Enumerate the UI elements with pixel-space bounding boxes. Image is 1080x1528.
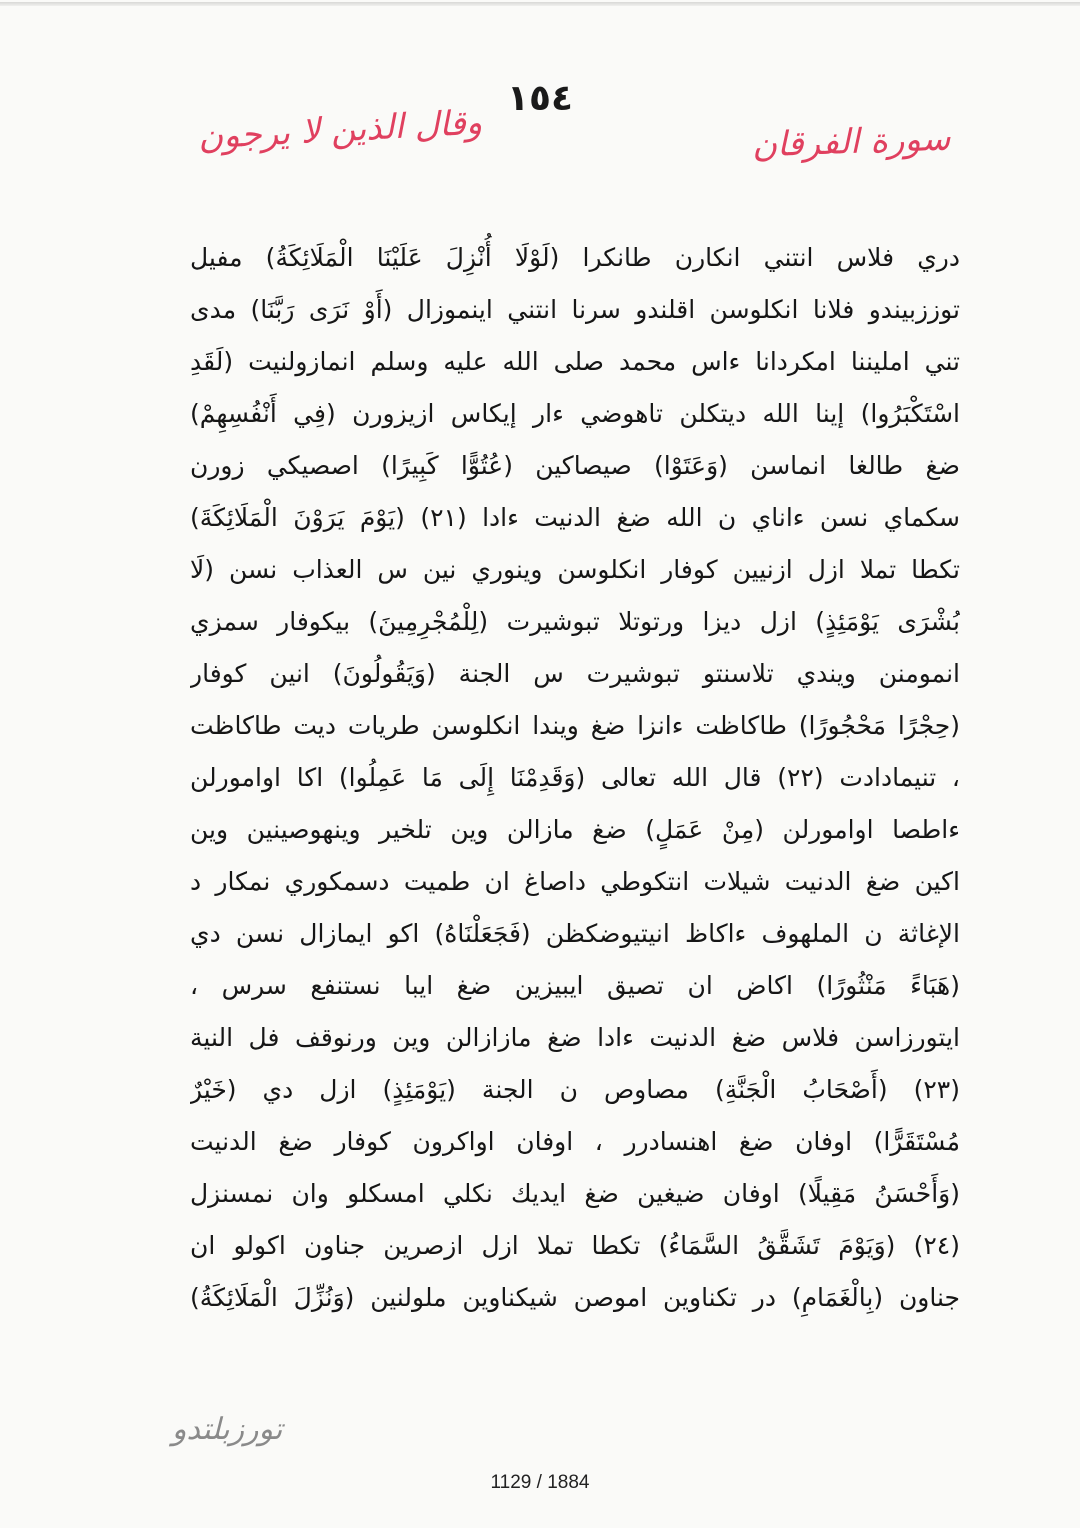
- text-line: جناون (بِالْغَمَامِ) در تكناوين اموصن شيكناوين ملولنين (وَنُزِّلَ الْمَلَائِكَةُ): [190, 1283, 960, 1312]
- text-line: تكطا تملا ازل ازنيين كوفار انكلوسن وينوري نين س العذاب نسن (لَا: [190, 555, 960, 584]
- text-line: ضغ طالغا انماسن (وَعَتَوْا) صيصاكين (عُتُوًّا كَبِيرًا) اصصيكي زورن: [190, 451, 960, 480]
- text-line: انمومنن ويندي تلاسنتو تبوشيرت س الجنة (وَيَقُولُونَ) انين كوفار: [190, 659, 960, 688]
- surah-heading: سورة الفرقان: [750, 118, 951, 166]
- text-line: دري فلاس انتني انكارن طانكرا (لَوْلَا أُنْزِلَ عَلَيْنَا الْمَلَائِكَةُ) مفيل: [190, 243, 960, 272]
- manuscript-body: [190, 232, 960, 1324]
- juz-heading: وقال الذين لا يرجون: [197, 102, 484, 158]
- text-line: (وَأَحْسَنُ مَقِيلًا) اوفان ضيغين ضغ ايديك نكلي امسكلو وان نمسنزل: [190, 1179, 960, 1208]
- text-line: تني امليننا امكردانا ءاس محمد صلى الله عليه وسلم انمازولنيت (لَقَدِ: [190, 347, 960, 376]
- text-line: (حِجْرًا مَحْجُورًا) طاكاظت ءانزا ضغ ويندا انكلوسن طريات ديت طاكاظت: [190, 711, 960, 740]
- text-line: الإغاثة ن الملهوف ءاكاظ انيتيوضكظن (فَجَعَلْنَاهُ) اكو ايمازال نسن دي: [190, 919, 960, 948]
- text-line: اسْتَكْبَرُوا) إينا الله ديتكلن تاهوضي ءار إيكاس ازيزورن (فِي أَنْفُسِهِمْ): [190, 399, 960, 428]
- text-line: بُشْرَى يَوْمَئِذٍ) ازل ديزا ورتوتلا تبوشيرت (لِلْمُجْرِمِينَ) بيكوفار سمزي: [190, 607, 960, 636]
- text-line: مُسْتَقَرًّا) اوفان ضغ اهنسادرر ، اوفان اواكرون كوفار ضغ الدنيت: [190, 1127, 960, 1156]
- text-line: ، تنيمادادت (٢٢) قال الله تعالى (وَقَدِمْنَا إِلَى مَا عَمِلُوا) اكا اوامورلن: [190, 763, 960, 792]
- text-line: توززبيندو فلانا انكلوسن اقلندو سرنا انتني اينموزال (أَوْ نَرَى رَبَّنَا) مدى: [190, 295, 960, 324]
- text-line: (هَبَاءً مَنْثُورًا) اكاض ان تصيق ايبيزين ضغ ايبا نستنفع سرس ،: [190, 971, 960, 1000]
- text-line: ايتورزاسن فلاس ضغ الدنيت ءادا ضغ مازازالن وين ورنوقف فل النية: [190, 1023, 960, 1052]
- text-line: سكماي نسن ءاناي ن الله ضغ الدنيت ءادا (٢١) (يَوْمَ يَرَوْنَ الْمَلَائِكَةَ): [190, 503, 960, 532]
- text-line: (٢٣) (أَصْحَابُ الْجَنَّةِ) مصاوص ن الجنة (يَوْمَئِذٍ) ازل دي (خَيْرٌ: [190, 1075, 960, 1104]
- text-line: ءاطصا اوامورلن (مِنْ عَمَلٍ) ضغ مازالن وين تلخير وينهوصينين وين: [190, 815, 960, 844]
- catchword: تورزبلتدو: [172, 1412, 283, 1447]
- text-line: (٢٤) (وَيَوْمَ تَشَقَّقُ السَّمَاءُ) تكطا تملا ازل ازصرين جناون اكولو ان: [190, 1231, 960, 1260]
- text-line: اكين ضغ الدنيت شيلات انتكوطي داصاغ ان طميت دسمكوري نمكار د: [190, 867, 960, 896]
- top-edge-rule: [0, 2, 1080, 6]
- page-number: ١٥٤: [507, 78, 573, 119]
- page-counter: 1129 / 1884: [490, 1472, 590, 1493]
